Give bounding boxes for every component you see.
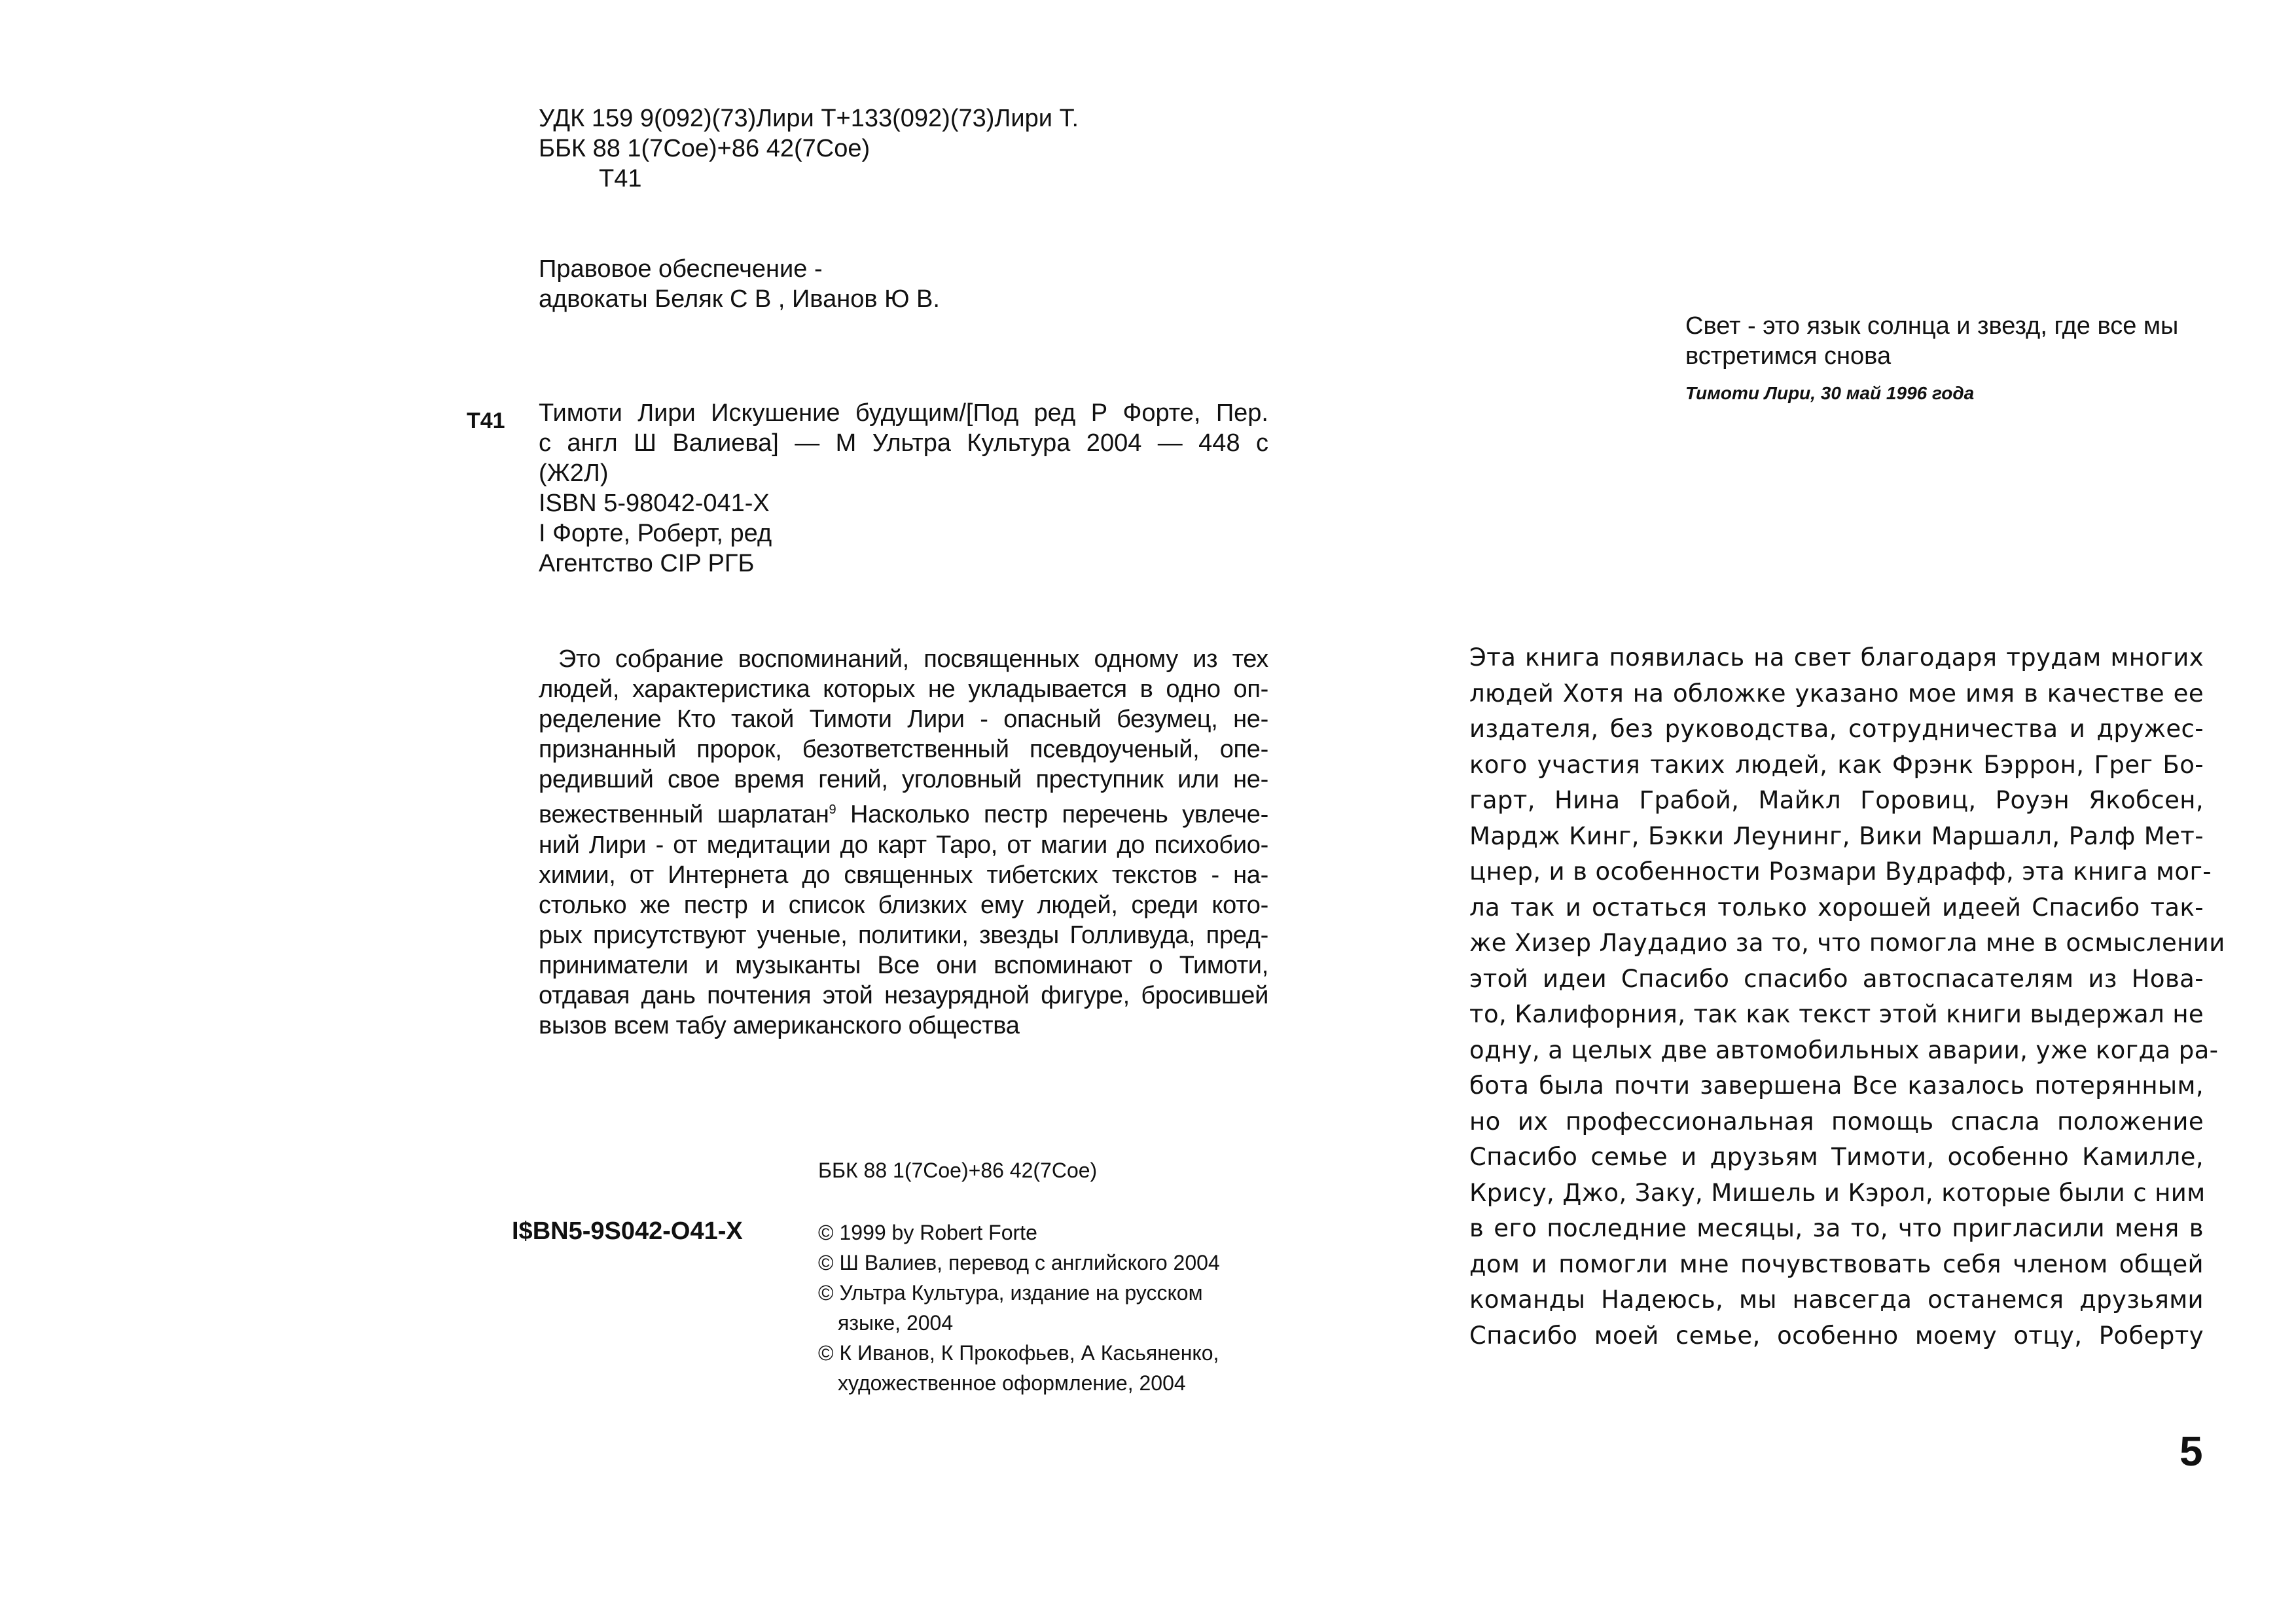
bbk-line: ББК 88 1(7Сое)+86 42(7Сое) bbox=[539, 135, 870, 162]
record-line: с англ Ш Валиева] — М Ультра Культура 2004 — 448 с bbox=[539, 429, 1268, 457]
annotation-line: вызов всем табу американского общества bbox=[539, 1011, 1020, 1039]
ack-line: людей Хотя на обложке указано мое имя в качестве ее bbox=[1469, 679, 2204, 708]
legal-line-2: адвокаты Беляк С В , Иванов Ю В. bbox=[539, 285, 940, 313]
copyright-line: © Ш Валиев, перевод с английского 2004 bbox=[818, 1251, 1220, 1274]
ack-line: этой идеи Спасибо спасибо автоспасателям из Нова- bbox=[1469, 964, 2204, 993]
ack-line: Эта книга появилась на свет благодаря трудам многих bbox=[1469, 643, 2204, 672]
copyright-block bbox=[818, 1217, 1289, 1398]
copyright-line: языке, 2004 bbox=[838, 1311, 954, 1335]
ack-line: гарт, Нина Грабой, Майкл Горовиц, Роуэн Якобсен, bbox=[1469, 786, 2204, 814]
annotation-line: приниматели и музыканты Все они вспоминают о Тимоти, bbox=[539, 951, 1268, 979]
annotation-line: столько же пестр и список близких ему людей, среди кото- bbox=[539, 891, 1268, 919]
annotation-line: рых присутствуют ученые, политики, звезды Голливуда, пред- bbox=[539, 921, 1268, 949]
ack-line: Крису, Джо, Заку, Мишель и Кэрол, которые были с ним bbox=[1469, 1178, 2206, 1207]
ack-line: Спасибо моей семье, особенно моему отцу, Роберту bbox=[1469, 1321, 2204, 1350]
acknowledgments bbox=[1469, 640, 2225, 1354]
annotation-line bbox=[539, 795, 1268, 830]
catalog-record bbox=[539, 398, 1268, 579]
biblio-block bbox=[539, 103, 1079, 194]
annotation-line: ределение Кто такой Тимоти Лири - опасный безумец, не- bbox=[539, 706, 1268, 733]
copyright-line: © Ультра Культура, издание на русском bbox=[818, 1281, 1203, 1305]
isbn-code: I$BN5-9S042-O41-X bbox=[512, 1217, 743, 1245]
annotation-line: признанный пророк, безответственный псевдоученый, опе- bbox=[539, 736, 1268, 763]
bbk-repeat: ББК 88 1(7Сое)+86 42(7Сое) bbox=[818, 1159, 1098, 1182]
ack-line: то, Калифорния, так как текст этой книги выдержал не bbox=[1469, 1000, 2204, 1028]
copyright-line: художественное оформление, 2004 bbox=[838, 1371, 1186, 1395]
annotation-line: отдавая дань почтения этой незаурядной фигуре, бросившей bbox=[539, 981, 1268, 1009]
epigraph-signature: Тимоти Лири, 30 май 1996 года bbox=[1685, 383, 1975, 403]
annotation-text: Насколько пестр перечень увлече- bbox=[850, 801, 1268, 829]
record-line: Тимоти Лири Искушение будущим/[Под ред Р Форте, Пер. bbox=[539, 399, 1268, 427]
legal-support bbox=[539, 254, 940, 314]
ack-line: команды Надеюсь, мы навсегда останемся друзьями bbox=[1469, 1286, 2204, 1314]
page-number: 5 bbox=[2179, 1428, 2203, 1475]
annotation-line: людей, характеристика которых не укладывается в одно оп- bbox=[539, 675, 1268, 703]
record-line: (Ж2Л) bbox=[539, 459, 609, 487]
ack-line: Спасибо семье и друзьям Тимоти, особенно Камилле, bbox=[1469, 1143, 2204, 1171]
annotation-text: вежественный шарлатан bbox=[539, 801, 829, 829]
ack-line: ла так и остаться только хорошей идеей Спасибо так- bbox=[1469, 893, 2204, 922]
annotation-line: химии, от Интернета до священных тибетских текстов - на- bbox=[539, 861, 1268, 889]
ack-line: Мардж Кинг, Бэкки Леунинг, Вики Маршалл, Ралф Мет- bbox=[1469, 821, 2204, 850]
annotation-line: Это собрание воспоминаний, посвященных одному из тех bbox=[558, 645, 1268, 673]
footnote-mark: 9 bbox=[829, 802, 836, 817]
book-code: Т41 bbox=[467, 408, 505, 433]
legal-line-1: Правовое обеспечение - bbox=[539, 255, 823, 283]
copyright-line: © К Иванов, К Прокофьев, А Касьяненко, bbox=[818, 1341, 1219, 1365]
ack-line: же Хизер Лаудадио за то, что помогла мне в осмыслении bbox=[1469, 929, 2225, 957]
udk-line: УДК 159 9(092)(73)Лири Т+133(092)(73)Лири Т. bbox=[539, 105, 1079, 132]
annotation-line: ний Лири - от медитации до карт Таро, от магии до психобио- bbox=[539, 831, 1268, 859]
record-line: Агентство CIP РГБ bbox=[539, 550, 755, 577]
author-mark: Т41 bbox=[599, 165, 642, 192]
ack-line: бота была почти завершена Все казалось потерянным, bbox=[1469, 1071, 2204, 1100]
ack-line: одну, а целых две автомобильных аварии, уже когда ра- bbox=[1469, 1035, 2219, 1064]
ack-line: но их профессиональная помощь спасла положение bbox=[1469, 1107, 2204, 1136]
ack-line: издателя, без руководства, сотрудничества и дружес- bbox=[1469, 715, 2204, 743]
copyright-line: © 1999 by Robert Forte bbox=[818, 1221, 1037, 1244]
record-line: ISBN 5-98042-041-X bbox=[539, 490, 770, 517]
annotation bbox=[539, 644, 1268, 1041]
ack-line: в его последние месяцы, за то, что пригласили меня в bbox=[1469, 1214, 2204, 1242]
record-line: I Форте, Роберт, ред bbox=[539, 520, 772, 547]
ack-line: кого участия таких людей, как Фрэнк Бэррон, Грег Бо- bbox=[1469, 750, 2204, 779]
epigraph: Свет - это язык солнца и звезд, где все мы встретимся снова bbox=[1685, 312, 2179, 370]
ack-line: дом и помогли мне почувствовать себя членом общей bbox=[1469, 1250, 2204, 1278]
ack-line: цнер, и в особенности Розмари Вудрафф, эта книга мог- bbox=[1469, 857, 2212, 886]
annotation-line: редивший свое время гений, уголовный преступник или не- bbox=[539, 766, 1268, 793]
